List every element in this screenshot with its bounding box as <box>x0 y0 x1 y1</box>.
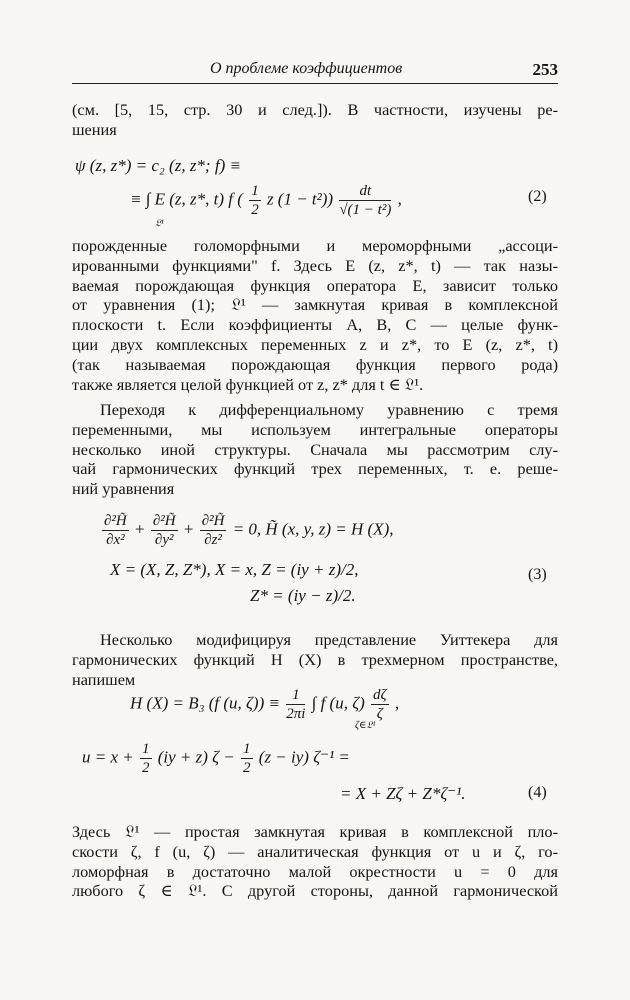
fraction-denominator: 2 <box>142 760 150 776</box>
fraction-numerator: 1 <box>251 183 259 199</box>
paragraph-2 <box>72 236 558 394</box>
page-header <box>72 60 558 82</box>
text-line: ний уравнения <box>72 479 175 499</box>
text-line: гармонических функций H (X) в трехмерном пространстве, <box>72 649 558 669</box>
text-line: от уравнения (1); 𝔏¹ — замкнутая кривая в комплексной <box>72 295 558 315</box>
eq3-line-1 <box>100 512 393 549</box>
text-line: ломорфная в достаточно малой окрестности u = 0 для <box>72 861 558 881</box>
equation-number-3: (3) <box>528 566 547 583</box>
text-line: Здесь 𝔏¹ — простая замкнутая кривая в комплексной пло- <box>72 822 558 841</box>
eq4-line-2-lead: u = x + <box>82 747 134 767</box>
plus-sign: + <box>183 519 194 539</box>
fraction-numerator: 1 <box>286 686 305 705</box>
plus-sign: + <box>135 519 145 539</box>
fraction-denominator: ∂z² <box>204 532 222 548</box>
fraction-numerator: dζ <box>373 687 387 703</box>
eq3-dxx-fraction <box>102 512 129 549</box>
eq4-line-2 <box>82 740 350 777</box>
fraction-denominator: ζ <box>376 706 383 722</box>
eq3-line-2: X = (X, Z, Z*), X = x, Z = (iy + z)/2, <box>110 560 359 579</box>
eq4-line-1-tail: , <box>394 693 400 713</box>
eq4-line-3: = X + Zζ + Z*ζ⁻¹. <box>340 784 466 803</box>
fraction-denominator: ∂y² <box>154 532 174 548</box>
text-line: чай гармонических функций трех переменных, т. е. реше- <box>72 459 558 479</box>
eq4-dzeta-fraction <box>371 686 389 723</box>
text-line: шения <box>72 119 117 139</box>
page-number: 253 <box>532 60 558 79</box>
fraction-numerator: ∂²H̃ <box>152 513 176 529</box>
text-line: несколько иной структуры. Сначала мы рассмотрим слу- <box>72 439 558 459</box>
fraction-numerator: ∂²H̃ <box>201 513 225 529</box>
text-line: скости ζ, f (u, ζ) — аналитическая функция от u и ζ, го- <box>72 841 558 861</box>
eq3-dzz-fraction <box>200 512 227 549</box>
text-line: ированными функциями" f. Здесь E (z, z*, t) — так назы- <box>72 255 558 275</box>
text-line: Несколько модифицируя представление Уиттекера для <box>100 630 558 649</box>
fraction-denominator: √(1 − t²) <box>339 202 392 218</box>
text-line: (см. [5, 15, стр. 30 и след.]). В частности, изучены ре- <box>72 100 558 119</box>
eq2-dt-fraction <box>339 182 391 219</box>
eq3-line-3: Z* = (iy − z)/2. <box>250 586 356 605</box>
eq4-half-fraction-2 <box>241 740 253 777</box>
fraction-denominator: 2 <box>243 760 251 776</box>
eq4-contour: ζ∈𝔏¹ <box>355 720 376 731</box>
header-rule <box>72 83 558 84</box>
eq2-line-2 <box>130 182 402 219</box>
eq2-half-fraction <box>249 182 261 219</box>
eq3-dyy-fraction <box>151 512 178 549</box>
eq3-line-1-tail: = 0, H̃ (x, y, z) = H (X), <box>232 519 394 539</box>
fraction-numerator: 1 <box>142 741 150 757</box>
text-line: ции двух комплексных переменных z и z*, то E (z, z*, t) <box>72 334 558 354</box>
fraction-denominator: 2 <box>251 202 259 218</box>
running-title: О проблеме коэффициентов <box>210 60 403 77</box>
eq4-line-2-mid: (iy + z) ζ − <box>157 747 235 767</box>
fraction-numerator: ∂²H̃ <box>104 513 127 529</box>
fraction-numerator: dt <box>339 182 391 201</box>
paragraph-3 <box>72 400 558 499</box>
eq4-inverse-2pi-fraction <box>286 686 305 723</box>
paragraph-4 <box>72 630 558 689</box>
text-line: Переходя к дифференциальному уравнению с тремя <box>100 400 558 419</box>
text-line: плоскости t. Если коэффициенты A, B, C — целые функ- <box>72 315 558 335</box>
eq2-line-2-mid: z (1 − t²)) <box>266 189 334 209</box>
eq2-line-2-tail: , <box>397 189 402 209</box>
text-line: напишем <box>72 669 136 689</box>
text-line: переменными, мы используем интегральные операторы <box>72 419 558 439</box>
eq2-line-1: ψ (z, z*) = c₂ (z, z*; f) ≡ <box>75 156 241 175</box>
text-line: порожденные голоморфными и мероморфными „ассоци- <box>72 236 558 255</box>
eq4-line-1-mid: ∫ f (u, ζ) <box>311 693 365 713</box>
eq2-contour: 𝔏¹ <box>155 218 164 229</box>
text-line: любого ζ ∈ 𝔏¹. С другой стороны, данной гармонической <box>72 881 558 901</box>
fraction-denominator: 2πi <box>286 706 306 722</box>
eq4-line-1-lead: H (X) = B₃ (f (u, ζ)) ≡ <box>130 693 280 713</box>
fraction-numerator: 1 <box>243 741 251 757</box>
eq2-line-2-lead: ≡ ∫ E (z, z*, t) f ( <box>130 189 243 209</box>
text-line: (так называемая порождающая функция первого рода) <box>72 354 558 374</box>
eq4-line-2-tail: (z − iy) ζ⁻¹ = <box>258 747 350 767</box>
eq4-line-1 <box>130 686 399 723</box>
eq4-half-fraction-1 <box>140 740 152 777</box>
equation-number-4: (4) <box>528 784 547 801</box>
fraction-denominator: ∂x² <box>106 532 125 548</box>
text-line: также является целой функцией от z, z* для t ∈ 𝔏¹. <box>72 374 424 394</box>
paragraph-1 <box>72 100 558 140</box>
text-line: ваемая порождающая функция оператора E, зависит только <box>72 275 558 295</box>
paragraph-5 <box>72 822 558 901</box>
equation-number-2: (2) <box>528 188 547 205</box>
